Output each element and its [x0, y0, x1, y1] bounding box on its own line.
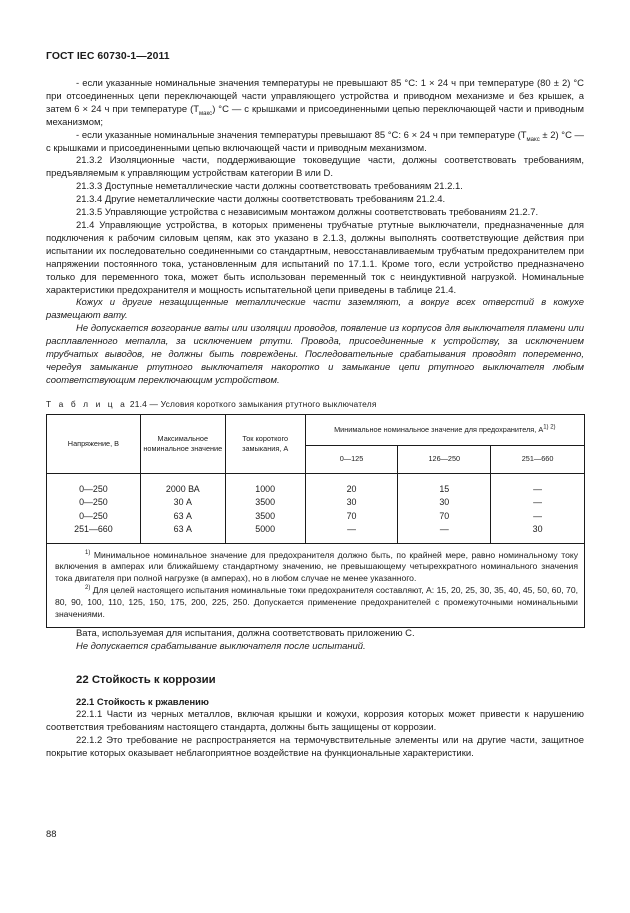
footnote-2: $^{2)}$ Для целей настоящего испытания номинальные токи предохранителя составляют, А: 15, 20, 25, 30, 35, 40, 45, 50, 60, 70, 80, 90, 100, 110, 125, 150, 175, 200, 225, 250. Допускается применение предохранителей с промежуточными номинальными значениями.	[55, 585, 579, 619]
table-footnotes	[47, 543, 585, 628]
page-number: 88	[46, 828, 57, 839]
header-fuse-rating: Минимальное номинальное значение для предохранителя, $А^{1) 2)}$	[305, 414, 584, 445]
table-cell: 1000	[225, 473, 305, 496]
paragraph-22-1-1: 22.1.1 Части из черных металлов, включая крышки и кожухи, коррозия которых может привести к нарушению соответствия требованиям настоящего стандарта, должны быть защищены от коррозии.	[46, 709, 584, 733]
table-caption: Т а б л и ц а 21.4 — Условия короткого замыкания ртутного выключателя	[46, 398, 377, 409]
table-cell: 3500	[225, 496, 305, 510]
table-cell: 30 А	[140, 496, 225, 510]
table-cell: —	[491, 473, 585, 496]
table-row	[47, 510, 585, 524]
paragraph-21-4: 21.4 Управляющие устройства, в которых применены трубчатые ртутные выключатели, предназначенные для подключения к рабочим силовым цепям, как это указано в 2.1.3, должны выполнять соответствующие действия при испытании их последовательно соединенными со стандартным, невосстанавливаемым трубчатым предохранителем при напряжении постоянного тока, установленным для испытаний по 17.1.1. Кроме того, если устройство предназначено только для переменного тока, может быть использован переменный ток с неиндуктивной нагрузкой. Номинальные характеристики предохранителя и мощность испытательной цепи приведены в таблице 21.4.	[46, 219, 584, 296]
table-cell: 70	[398, 510, 491, 524]
header-range-251-660: 251—660	[491, 445, 585, 473]
short-circuit-table	[46, 414, 585, 629]
table-cell: 30	[305, 496, 398, 510]
table-cell: 15	[398, 473, 491, 496]
table-cell: —	[305, 523, 398, 543]
header-range-126-250: 126—250	[398, 445, 491, 473]
header-max-rating: Максимальное номинальное значение	[140, 414, 225, 473]
paragraph-grounding: Кожух и другие незащищенные металлические части заземляют, а вокруг всех отверстий в кожухе размещают вату.	[46, 297, 584, 322]
paragraph-temp-le-85: - если указанные номинальные значения температуры не превышают 85 °С: 1 × 24 ч при температуре (80 ± 2) °С при отсоединенных цепи переключающей части управляющего устройства и приводном механизме и без крышек, а затем 6 × 24 ч при температуре $(Т_{макс})$ °С — с крышками и присоединенными цепью переключающей части и приводным механизмом;	[46, 78, 584, 128]
table-row	[47, 496, 585, 510]
table-cell: —	[491, 510, 585, 524]
table-cell: 20	[305, 473, 398, 496]
paragraph-no-operation: Не допускается срабатывание выключателя после испытаний.	[76, 641, 366, 653]
table-cell: 30	[491, 523, 585, 543]
table-cell: 251—660	[47, 523, 141, 543]
paragraph-21-3-3: 21.3.3 Доступные неметаллические части должны соответствовать требованиям 21.2.1.	[76, 181, 463, 193]
table-row	[47, 523, 585, 543]
paragraph-21-3-5: 21.3.5 Управляющие устройства с независимым монтажом должны соответствовать требованиям 21.2.7.	[76, 207, 539, 219]
table-cell: 63 А	[140, 523, 225, 543]
paragraph-ignition: Не допускается возгорание ваты или изоляции проводов, появление из корпусов для выключателя пламени или расплавленного металла, за исключением ртути. Провода, присоединенные к устройству, за исключением трубчатых выводов, не должны быть повреждены. Последовательные срабатывания проводят попеременно, чередуя замыкание ртутного выключателя накоротко и замыкание цепи ртутного выключателя любым соответствующим переключающим устройством.	[46, 323, 584, 386]
section-22-1-heading: 22.1 Стойкость к ржавлению	[76, 696, 209, 708]
header-short-circuit-current: Ток короткого замыкания, А	[225, 414, 305, 473]
table-row	[47, 473, 585, 496]
standard-title: ГОСТ IEC 60730-1—2011	[46, 51, 170, 62]
table-cell: 2000 ВА	[140, 473, 225, 496]
table-cell: —	[398, 523, 491, 543]
body-text	[46, 78, 584, 761]
table-cell: 0—250	[47, 473, 141, 496]
paragraph-wool: Вата, используемая для испытания, должна соответствовать приложению С.	[76, 628, 415, 640]
table-cell: 3500	[225, 510, 305, 524]
table-cell: 70	[305, 510, 398, 524]
paragraph-temp-gt-85: - если указанные номинальные значения температуры превышают 85 °С: 6 × 24 ч при температуре $(Т_{макс} \pm 2)$ °С — с крышками и присоединенными цепью включающей части и приводным механизмом.	[46, 129, 584, 154]
paragraph-21-3-4: 21.3.4 Другие неметаллические части должны соответствовать требованиям 21.2.4.	[76, 194, 446, 206]
header-range-0-125: 0—125	[305, 445, 398, 473]
table-cell: 5000	[225, 523, 305, 543]
header-voltage: Напряжение, В	[47, 414, 141, 473]
table-cell: 0—250	[47, 496, 141, 510]
footnote-1: $^{1)}$ Минимальное номинальное значение для предохранителя должно быть, по крайней мере, равно номинальному току включения в амперах или ближайшему стандартному значению, не превышающему четырехкратного номинального значения тока двигателя при полной нагрузке (в амперах), но в любом случае не менее указанного.	[55, 549, 578, 584]
table-cell: 63 А	[140, 510, 225, 524]
section-22-heading: 22 Стойкость к коррозии	[76, 674, 216, 687]
table-cell: —	[491, 496, 585, 510]
paragraph-21-3-2: 21.3.2 Изоляционные части, поддерживающие токоведущие части, должны соответствовать требованиям, предъявляемым к управляющим устройствам категории В или D.	[46, 155, 584, 180]
table-cell: 30	[398, 496, 491, 510]
table-cell: 0—250	[47, 510, 141, 524]
paragraph-22-1-2: 22.1.2 Это требование не распространяется на термочувствительные элементы или на другие части, защитное покрытие которых оказывает неблагоприятное воздействие на функциональные характеристики.	[46, 734, 584, 759]
